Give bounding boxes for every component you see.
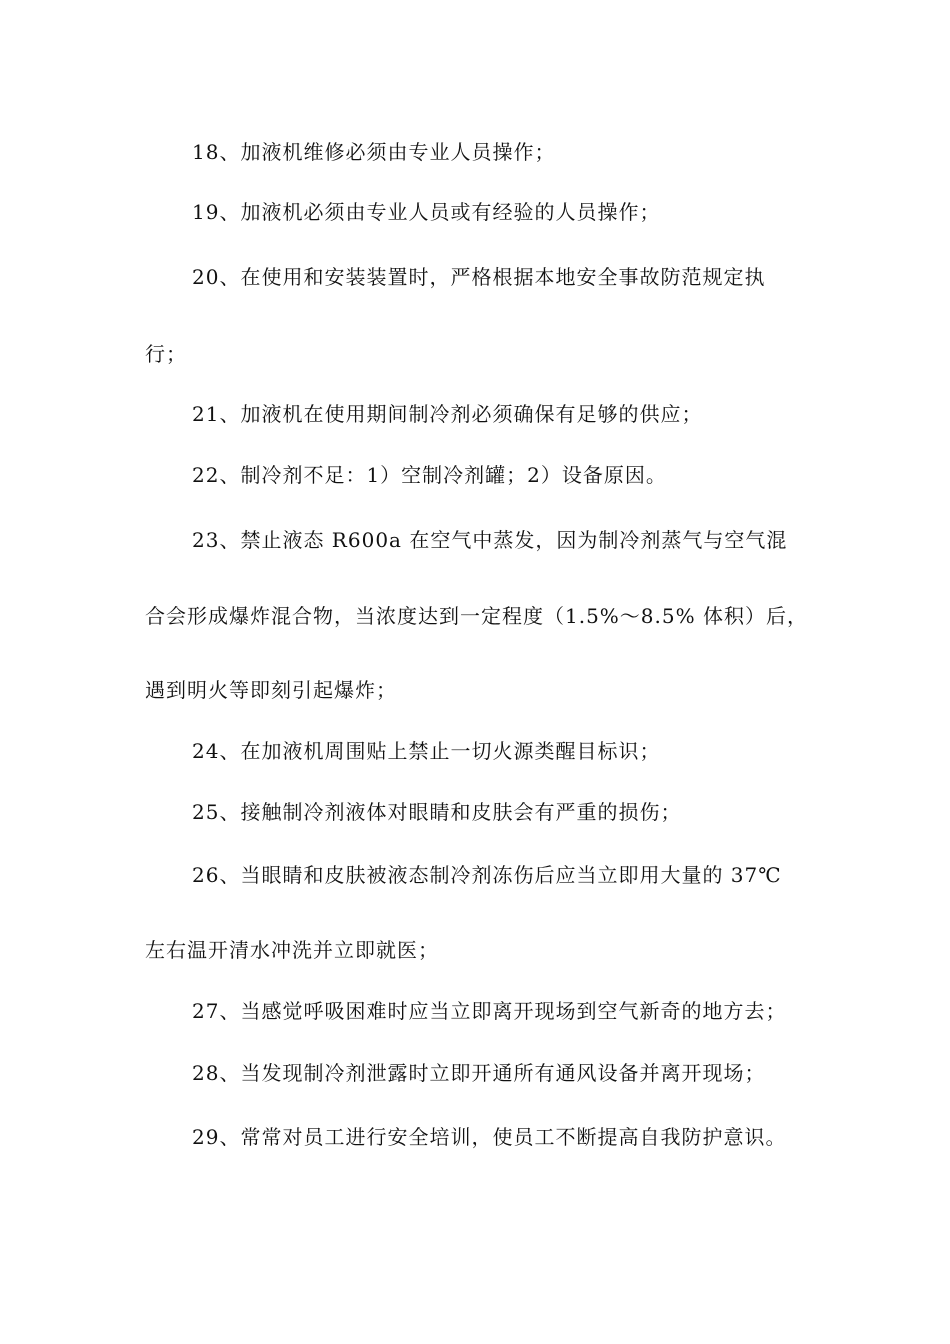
list-item-28: 28、当发现制冷剂泄露时立即开通所有通风设备并离开现场； [192, 1061, 766, 1085]
list-item-26: 26、当眼睛和皮肤被液态制冷剂冻伤后应当立即用大量的 37℃ [192, 863, 782, 887]
list-item-24: 24、在加液机周围贴上禁止一切火源类醒目标识； [192, 739, 661, 763]
list-item-23-continuation-2: 遇到明火等即刻引起爆炸； [145, 678, 397, 702]
list-item-19: 19、加液机必须由专业人员或有经验的人员操作； [192, 200, 661, 224]
list-item-18: 18、加液机维修必须由专业人员操作； [192, 140, 556, 164]
list-item-25: 25、接触制冷剂液体对眼睛和皮肤会有严重的损伤； [192, 800, 682, 824]
list-item-23-continuation-1: 合会形成爆炸混合物，当浓度达到一定程度（1.5%～8.5% 体积）后， [145, 604, 808, 628]
list-item-20-continuation: 行； [145, 342, 187, 366]
list-item-23: 23、禁止液态 R600a 在空气中蒸发，因为制冷剂蒸气与空气混 [192, 528, 788, 552]
list-item-27: 27、当感觉呼吸困难时应当立即离开现场到空气新奇的地方去； [192, 999, 787, 1023]
list-item-22: 22、制冷剂不足：1）空制冷剂罐；2）设备原因。 [192, 463, 667, 487]
list-item-29: 29、常常对员工进行安全培训，使员工不断提高自我防护意识。 [192, 1125, 787, 1149]
list-item-26-continuation: 左右温开清水冲洗并立即就医； [145, 938, 439, 962]
list-item-20: 20、在使用和安装装置时，严格根据本地安全事故防范规定执 [192, 265, 766, 289]
list-item-21: 21、加液机在使用期间制冷剂必须确保有足够的供应； [192, 402, 703, 426]
